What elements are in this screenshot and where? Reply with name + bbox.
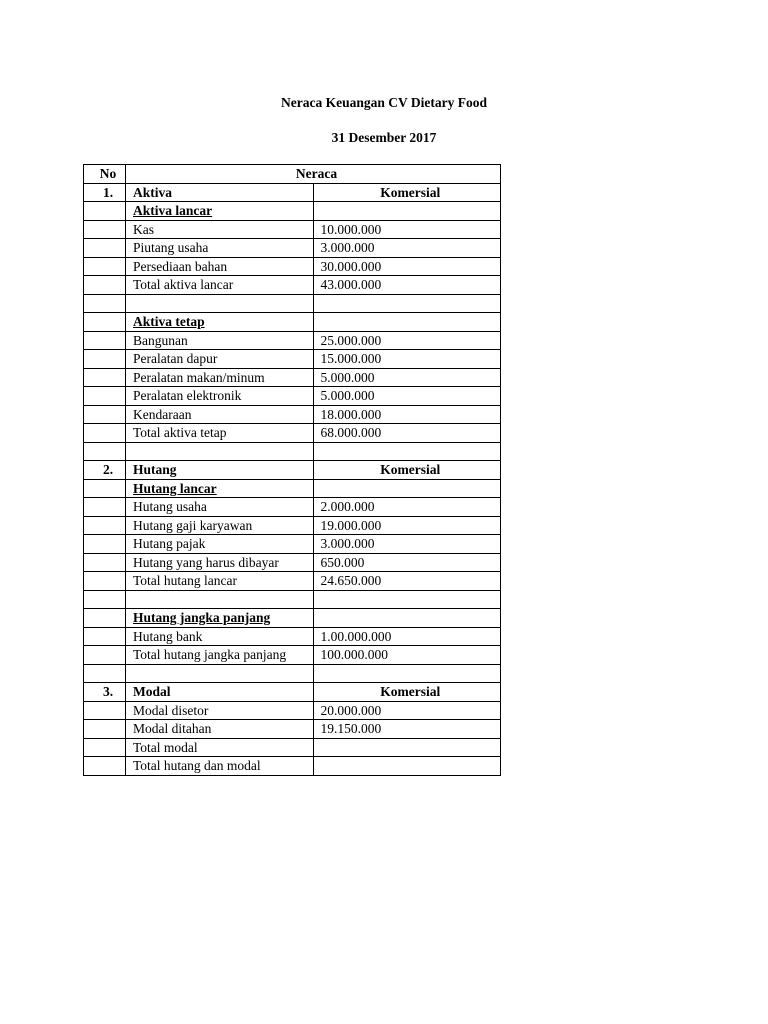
row-number	[84, 498, 126, 517]
item-value	[313, 313, 501, 332]
row-number	[84, 405, 126, 424]
item-value: 20.000.000	[313, 701, 501, 720]
item-value: 15.000.000	[313, 350, 501, 369]
row-number	[84, 572, 126, 591]
item-label	[126, 590, 314, 609]
item-label: Peralatan elektronik	[126, 387, 314, 406]
table-row	[84, 405, 501, 424]
section-row	[84, 461, 501, 480]
header-neraca: Neraca	[126, 165, 501, 184]
table-row	[84, 535, 501, 554]
item-label: Hutang usaha	[126, 498, 314, 517]
item-value: 19.000.000	[313, 516, 501, 535]
row-number	[84, 590, 126, 609]
table-row	[84, 368, 501, 387]
row-number	[84, 220, 126, 239]
row-number	[84, 239, 126, 258]
item-value: 24.650.000	[313, 572, 501, 591]
item-value	[313, 664, 501, 683]
item-value: 5.000.000	[313, 387, 501, 406]
table-row	[84, 276, 501, 295]
table-row	[84, 331, 501, 350]
row-number	[84, 720, 126, 739]
item-value: 1.00.000.000	[313, 627, 501, 646]
table-row	[84, 572, 501, 591]
item-label: Total hutang dan modal	[126, 757, 314, 776]
row-number	[84, 738, 126, 757]
item-value: 3.000.000	[313, 239, 501, 258]
item-label: Modal disetor	[126, 701, 314, 720]
row-number	[84, 553, 126, 572]
row-number	[84, 294, 126, 313]
table-row	[84, 220, 501, 239]
row-number	[84, 664, 126, 683]
item-value: 3.000.000	[313, 535, 501, 554]
item-value: 2.000.000	[313, 498, 501, 517]
column-header-komersial: Komersial	[313, 683, 501, 702]
item-label: Peralatan dapur	[126, 350, 314, 369]
row-number	[84, 202, 126, 221]
row-number	[84, 535, 126, 554]
item-value	[313, 442, 501, 461]
item-value	[313, 757, 501, 776]
item-label: Kas	[126, 220, 314, 239]
item-value: 5.000.000	[313, 368, 501, 387]
table-row	[84, 350, 501, 369]
row-number	[84, 350, 126, 369]
table-row	[84, 479, 501, 498]
item-label: Total modal	[126, 738, 314, 757]
document-title: Neraca Keuangan CV Dietary Food	[281, 95, 487, 110]
section-label: Modal	[126, 683, 314, 702]
item-value	[313, 294, 501, 313]
table-row	[84, 664, 501, 683]
column-header-komersial: Komersial	[313, 461, 501, 480]
table-row	[84, 609, 501, 628]
item-label: Persediaan bahan	[126, 257, 314, 276]
item-value	[313, 738, 501, 757]
table-row	[84, 424, 501, 443]
table-row	[84, 257, 501, 276]
row-number	[84, 257, 126, 276]
row-number	[84, 609, 126, 628]
table-row	[84, 294, 501, 313]
table-row	[84, 202, 501, 221]
item-label	[126, 294, 314, 313]
row-number	[84, 479, 126, 498]
section-row	[84, 183, 501, 202]
table-row	[84, 627, 501, 646]
item-value	[313, 479, 501, 498]
header-no: No	[84, 165, 126, 184]
item-label: Peralatan makan/minum	[126, 368, 314, 387]
table-row	[84, 516, 501, 535]
item-label	[126, 664, 314, 683]
table-row	[84, 757, 501, 776]
row-number	[84, 424, 126, 443]
item-label	[126, 442, 314, 461]
item-label: Modal ditahan	[126, 720, 314, 739]
balance-sheet-body	[84, 165, 501, 776]
row-number	[84, 313, 126, 332]
item-value: 100.000.000	[313, 646, 501, 665]
table-row	[84, 387, 501, 406]
item-label: Total hutang lancar	[126, 572, 314, 591]
table-header-row	[84, 165, 501, 184]
row-number	[84, 276, 126, 295]
table-row	[84, 553, 501, 572]
item-value: 68.000.000	[313, 424, 501, 443]
item-label: Total hutang jangka panjang	[126, 646, 314, 665]
row-number: 3.	[84, 683, 126, 702]
item-value: 650.000	[313, 553, 501, 572]
subsection-label: Aktiva lancar	[126, 202, 314, 221]
table-row	[84, 590, 501, 609]
item-label: Hutang gaji karyawan	[126, 516, 314, 535]
row-number: 2.	[84, 461, 126, 480]
row-number	[84, 387, 126, 406]
item-value: 30.000.000	[313, 257, 501, 276]
item-label: Bangunan	[126, 331, 314, 350]
row-number	[84, 442, 126, 461]
table-row	[84, 442, 501, 461]
row-number	[84, 331, 126, 350]
row-number	[84, 757, 126, 776]
item-value: 43.000.000	[313, 276, 501, 295]
column-header-komersial: Komersial	[313, 183, 501, 202]
balance-sheet-table	[83, 164, 501, 776]
table-row	[84, 498, 501, 517]
item-value: 18.000.000	[313, 405, 501, 424]
section-label: Hutang	[126, 461, 314, 480]
item-value: 10.000.000	[313, 220, 501, 239]
table-row	[84, 646, 501, 665]
table-row	[84, 239, 501, 258]
section-row	[84, 683, 501, 702]
subsection-label: Hutang lancar	[126, 479, 314, 498]
row-number	[84, 368, 126, 387]
subsection-label: Aktiva tetap	[126, 313, 314, 332]
section-label: Aktiva	[126, 183, 314, 202]
item-label: Total aktiva lancar	[126, 276, 314, 295]
row-number	[84, 646, 126, 665]
row-number	[84, 701, 126, 720]
item-value	[313, 202, 501, 221]
row-number	[84, 627, 126, 646]
table-row	[84, 720, 501, 739]
item-label: Hutang bank	[126, 627, 314, 646]
document-date: 31 Desember 2017	[331, 130, 437, 145]
table-row	[84, 701, 501, 720]
item-label: Total aktiva tetap	[126, 424, 314, 443]
row-number	[84, 516, 126, 535]
table-row	[84, 738, 501, 757]
item-value: 25.000.000	[313, 331, 501, 350]
item-label: Piutang usaha	[126, 239, 314, 258]
item-label: Hutang pajak	[126, 535, 314, 554]
subsection-label: Hutang jangka panjang	[126, 609, 314, 628]
row-number: 1.	[84, 183, 126, 202]
item-label: Hutang yang harus dibayar	[126, 553, 314, 572]
item-value	[313, 609, 501, 628]
table-row	[84, 313, 501, 332]
item-value: 19.150.000	[313, 720, 501, 739]
item-label: Kendaraan	[126, 405, 314, 424]
item-value	[313, 590, 501, 609]
